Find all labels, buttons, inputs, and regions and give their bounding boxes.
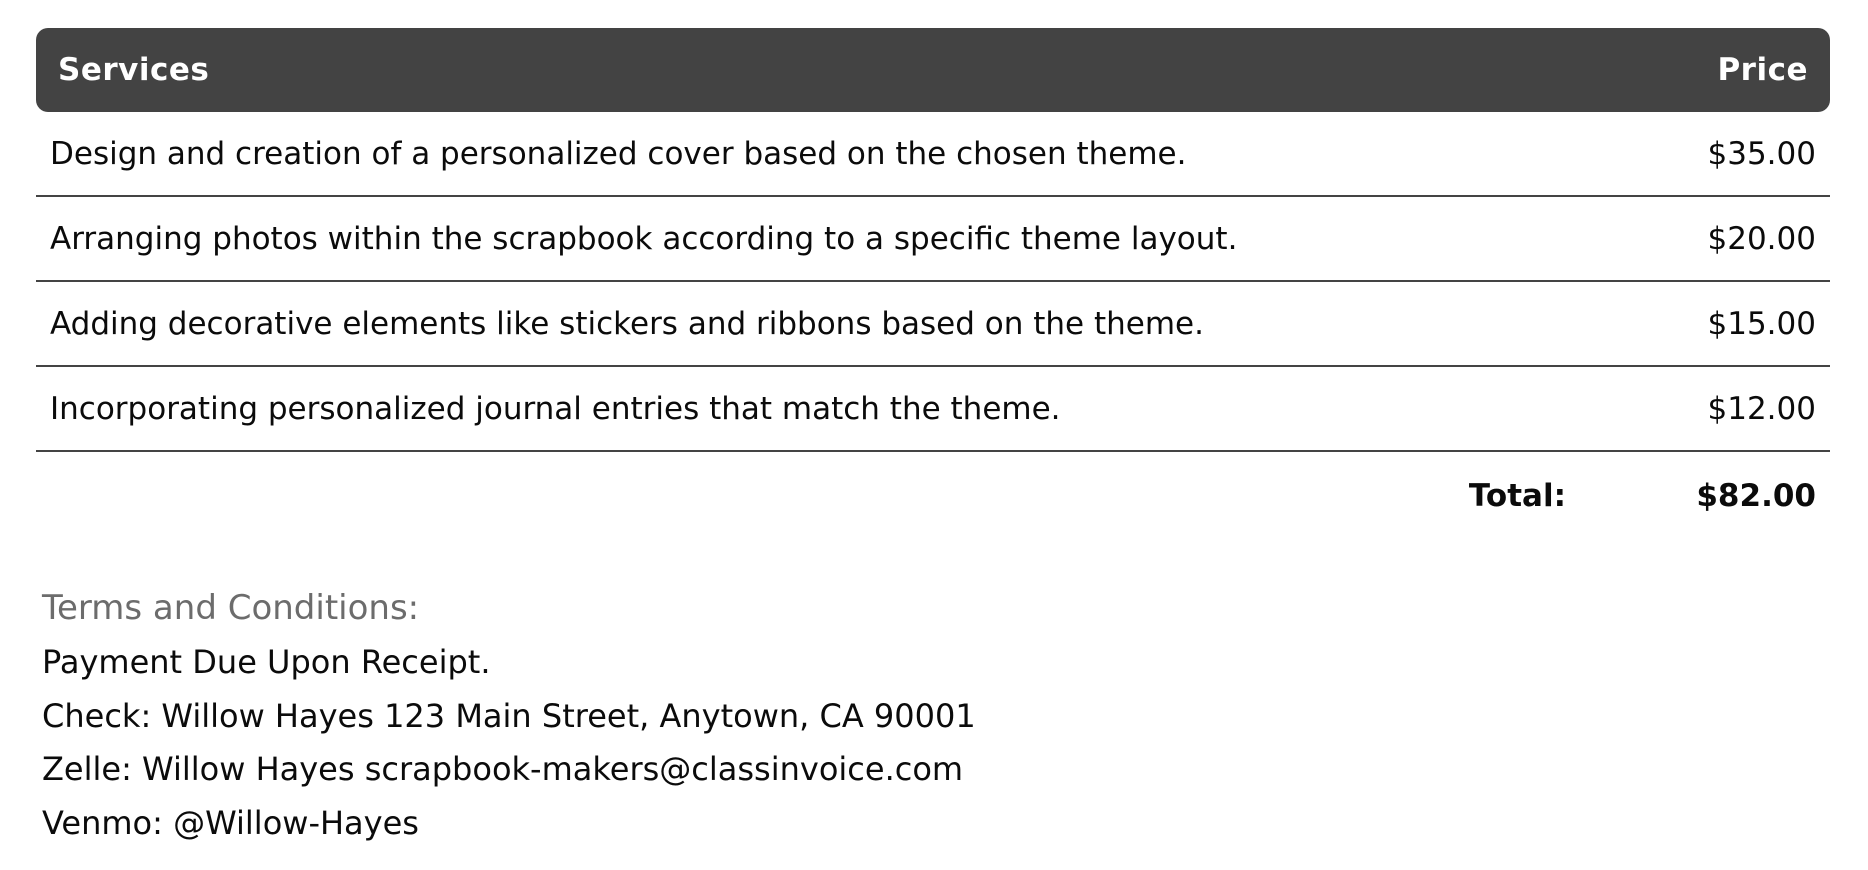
service-description: Design and creation of a personalized cover based on the chosen theme. [50, 135, 1187, 172]
terms-line-zelle: Zelle: Willow Hayes scrapbook-makers@classinvoice.com [42, 750, 964, 789]
total-row [36, 452, 1830, 540]
terms-line-venmo: Venmo: @Willow-Hayes [42, 803, 419, 842]
service-description: Incorporating personalized journal entries that match the theme. [50, 390, 1061, 427]
table-header-row [36, 28, 1830, 112]
terms-section [36, 588, 1830, 840]
column-header-price: Price [1717, 52, 1808, 88]
table-row [36, 282, 1830, 367]
total-value: $82.00 [1696, 478, 1816, 514]
service-description: Arranging photos within the scrapbook according to a specific theme layout. [50, 220, 1238, 257]
terms-line-check: Check: Willow Hayes 123 Main Street, Anytown, CA 90001 [42, 696, 976, 735]
total-label: Total: [1468, 478, 1566, 514]
column-header-services: Services [58, 52, 210, 88]
services-price-table [36, 28, 1830, 540]
terms-line-payment-due: Payment Due Upon Receipt. [42, 643, 491, 681]
service-description: Adding decorative elements like stickers and ribbons based on the theme. [50, 305, 1204, 342]
terms-heading: Terms and Conditions: [42, 588, 420, 628]
service-price: $35.00 [1707, 135, 1816, 172]
service-price: $12.00 [1707, 390, 1816, 427]
table-row [36, 112, 1830, 197]
service-price: $20.00 [1707, 220, 1816, 257]
table-row [36, 367, 1830, 452]
service-price: $15.00 [1707, 305, 1816, 342]
table-row [36, 197, 1830, 282]
